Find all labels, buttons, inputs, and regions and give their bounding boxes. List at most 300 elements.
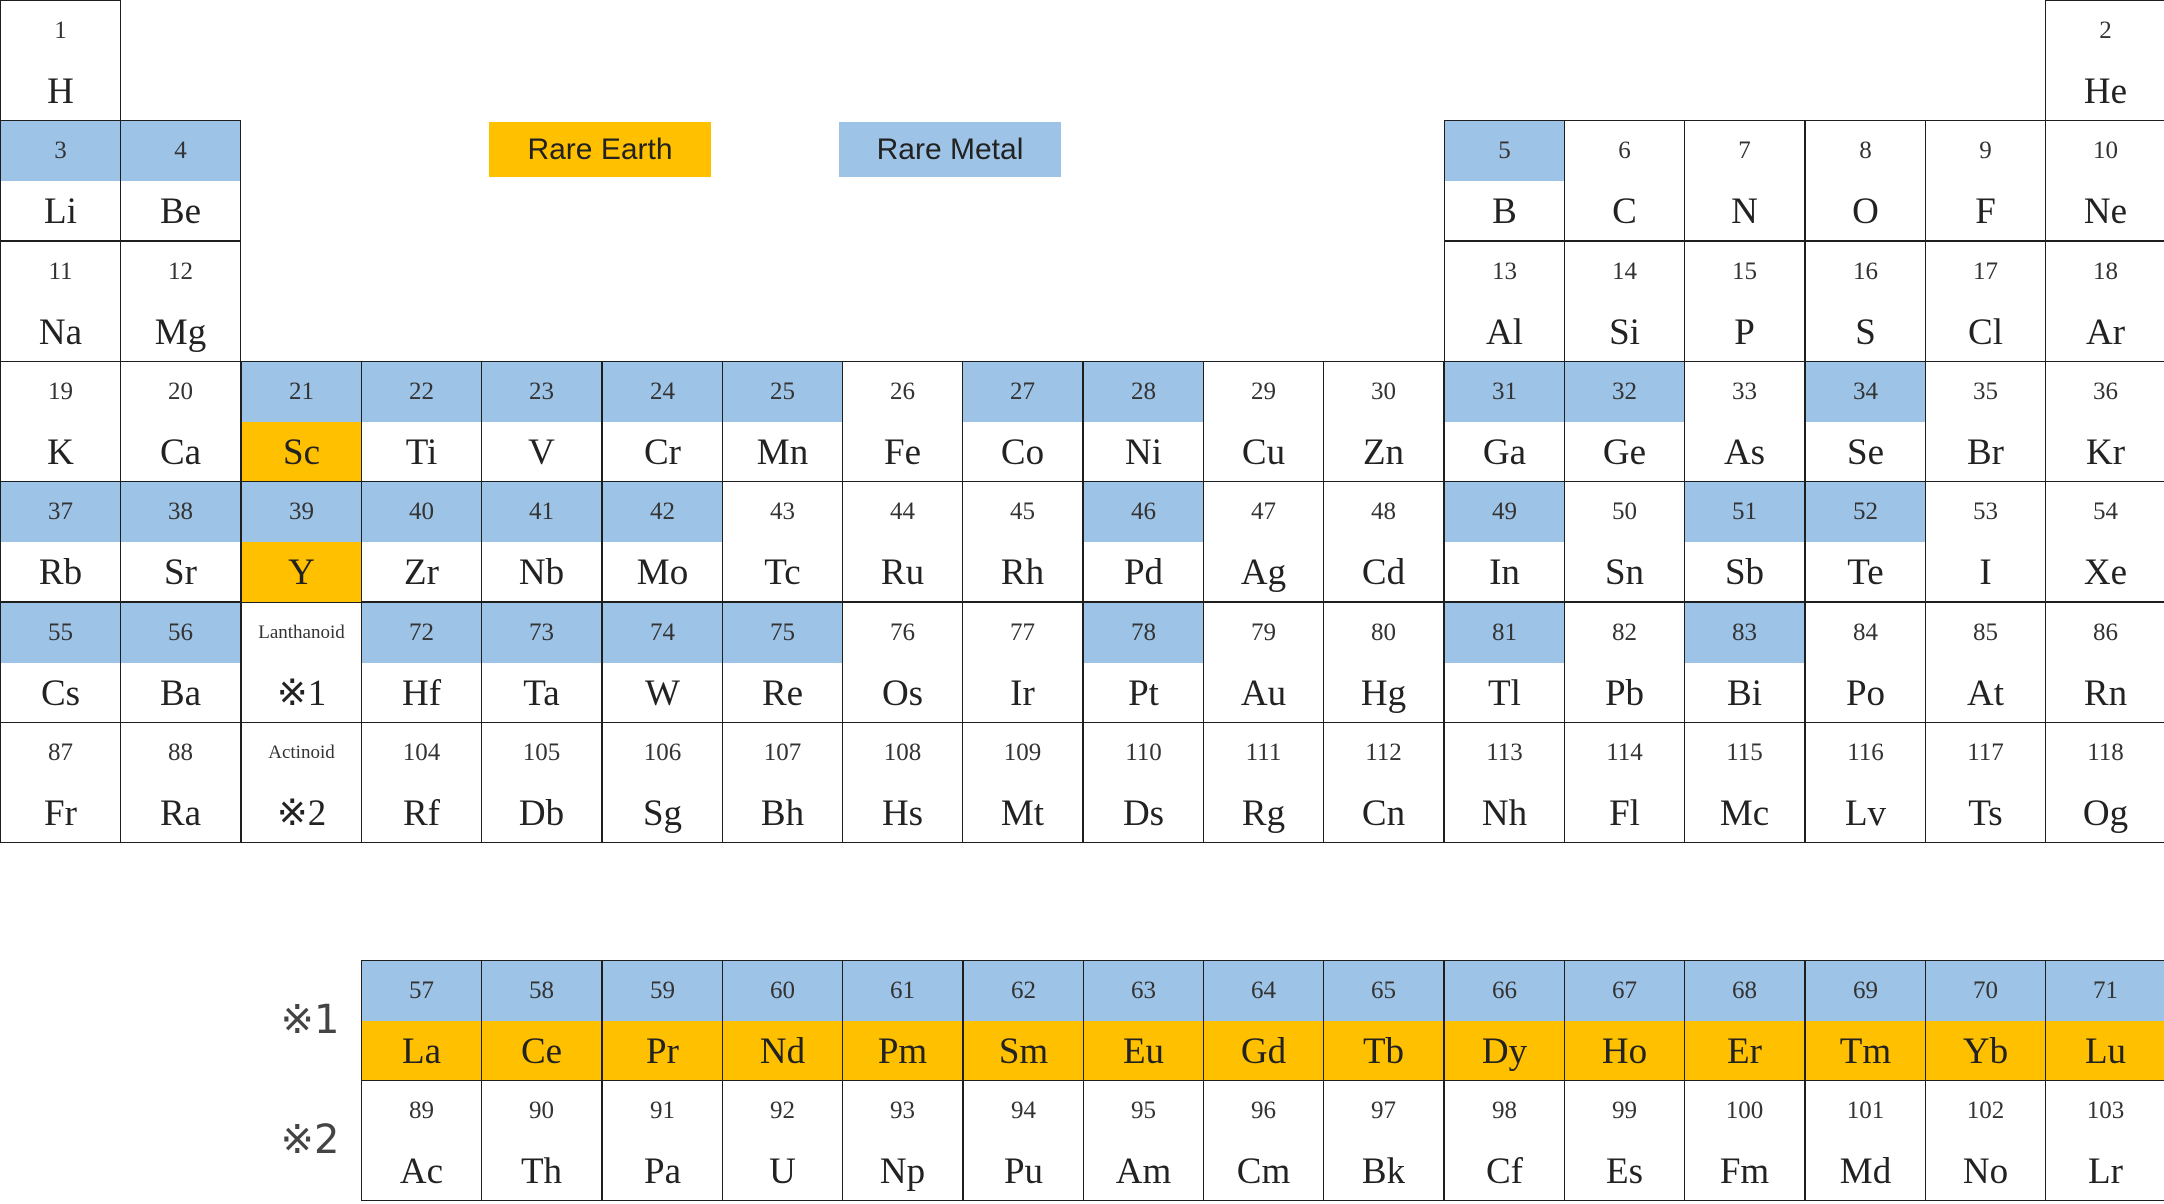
element-symbol: Sb: [1724, 552, 1765, 593]
element-symbol: Cm: [1236, 1151, 1291, 1192]
element-symbol: Na: [38, 312, 83, 353]
element-symbol: H: [47, 71, 74, 112]
atomic-number: 17: [1973, 258, 1998, 285]
element-symbol: Pt: [1128, 673, 1159, 714]
atomic-number: 88: [168, 739, 193, 766]
element-symbol: Pb: [1604, 673, 1645, 714]
atomic-number: 87: [48, 739, 73, 766]
atomic-number: 102: [1966, 1097, 2005, 1124]
element-symbol: Co: [1000, 432, 1045, 473]
atomic-number: 95: [1131, 1097, 1156, 1124]
element-symbol: P: [1734, 312, 1755, 353]
element-cell: [1684, 602, 1805, 723]
atomic-number: 73: [482, 603, 601, 663]
element-symbol: Ir: [1010, 673, 1035, 714]
atomic-number: 63: [1084, 961, 1203, 1021]
element-symbol: Fe: [884, 432, 921, 473]
atomic-number: 100: [1725, 1097, 1764, 1124]
element-symbol: Be: [159, 191, 202, 232]
element-symbol: Pr: [603, 1021, 722, 1082]
atomic-number: 12: [168, 258, 193, 285]
element-cell: [842, 602, 963, 723]
element-symbol: Cs: [40, 673, 81, 714]
atomic-number: 3: [1, 121, 120, 181]
element-symbol: F: [1975, 191, 1996, 232]
atomic-number: 52: [1806, 482, 1925, 542]
atomic-number: 92: [770, 1097, 795, 1124]
element-cell: [1203, 361, 1324, 482]
element-cell: [2045, 481, 2164, 602]
atomic-number: 34: [1806, 362, 1925, 422]
element-symbol: Bh: [760, 793, 805, 834]
atomic-number: 115: [1726, 739, 1763, 766]
element-cell: [120, 241, 241, 362]
atomic-number: 84: [1853, 619, 1878, 646]
atomic-number: 53: [1973, 498, 1998, 525]
element-cell: [0, 602, 121, 723]
atomic-number: 60: [723, 961, 842, 1021]
element-symbol: Au: [1240, 673, 1287, 714]
element-cell: [722, 722, 843, 843]
atomic-number: 33: [1732, 378, 1757, 405]
atomic-number: 69: [1806, 961, 1925, 1021]
atomic-number: 96: [1251, 1097, 1276, 1124]
element-cell: [1805, 481, 1926, 602]
atomic-number: 7: [1738, 137, 1751, 164]
atomic-number: 6: [1618, 137, 1631, 164]
element-symbol: Cu: [1241, 432, 1286, 473]
element-symbol: Cr: [644, 432, 681, 473]
element-cell: [1925, 722, 2046, 843]
atomic-number: 16: [1853, 258, 1878, 285]
element-symbol: Mc: [1719, 793, 1770, 834]
atomic-number: 86: [2093, 619, 2118, 646]
element-cell: [722, 960, 843, 1081]
element-symbol: Sg: [642, 793, 683, 834]
element-cell: [1684, 1080, 1805, 1201]
element-cell: [842, 481, 963, 602]
element-symbol: Pa: [644, 1151, 681, 1192]
element-cell: [1684, 241, 1805, 362]
atomic-number: 24: [603, 362, 722, 422]
atomic-number: 42: [603, 482, 722, 542]
atomic-number: 116: [1847, 739, 1884, 766]
element-symbol: Zn: [1362, 432, 1405, 473]
element-cell: [241, 361, 362, 482]
element-symbol: S: [1855, 312, 1876, 353]
atomic-number: 113: [1486, 739, 1523, 766]
element-cell: [361, 722, 482, 843]
element-symbol: Db: [518, 793, 565, 834]
element-symbol: Tb: [1324, 1021, 1443, 1082]
element-cell: [1083, 960, 1204, 1081]
element-symbol: La: [362, 1021, 481, 1082]
element-symbol: Cf: [1486, 1151, 1523, 1192]
element-symbol: Ho: [1565, 1021, 1684, 1082]
series-label: ※2: [280, 1117, 340, 1163]
atomic-number: 98: [1492, 1097, 1517, 1124]
element-cell: [0, 0, 121, 121]
element-cell: [1203, 960, 1324, 1081]
atomic-number: 39: [242, 482, 361, 542]
element-cell: [481, 361, 602, 482]
element-cell: [1925, 602, 2046, 723]
element-cell: [481, 1080, 602, 1201]
atomic-number: 43: [770, 498, 795, 525]
atomic-number: 108: [883, 739, 922, 766]
element-symbol: Re: [761, 673, 804, 714]
element-symbol: Br: [1967, 432, 2004, 473]
element-symbol: Hs: [881, 793, 924, 834]
element-symbol: Lr: [2088, 1151, 2123, 1192]
atomic-number: 51: [1685, 482, 1804, 542]
atomic-number: 1: [54, 17, 67, 44]
element-symbol: Rh: [1000, 552, 1045, 593]
atomic-number: 36: [2093, 378, 2118, 405]
element-cell: [1925, 361, 2046, 482]
element-symbol: Pu: [1003, 1151, 1044, 1192]
atomic-number: 83: [1685, 603, 1804, 663]
element-cell: [1805, 1080, 1926, 1201]
atomic-number: 90: [529, 1097, 554, 1124]
atomic-number: 106: [643, 739, 682, 766]
element-symbol: Es: [1606, 1151, 1643, 1192]
element-cell: [2045, 120, 2164, 241]
element-cell: [120, 602, 241, 723]
element-symbol: Mt: [1000, 793, 1045, 834]
element-symbol: Ar: [2085, 312, 2126, 353]
atomic-number: 101: [1846, 1097, 1885, 1124]
atomic-number: 61: [843, 961, 962, 1021]
element-symbol: In: [1489, 552, 1520, 593]
atomic-number: 82: [1612, 619, 1637, 646]
element-symbol: Sc: [242, 422, 361, 483]
atomic-number: 91: [650, 1097, 675, 1124]
element-cell: [361, 1080, 482, 1201]
element-cell: [120, 722, 241, 843]
element-symbol: Li: [44, 191, 77, 232]
atomic-number: 23: [482, 362, 601, 422]
element-cell: [1323, 1080, 1444, 1201]
atomic-number: 13: [1492, 258, 1517, 285]
element-symbol: Al: [1486, 312, 1523, 353]
element-cell: [1444, 361, 1565, 482]
element-symbol: Ga: [1482, 432, 1527, 473]
element-cell: [1564, 361, 1685, 482]
atomic-number: 10: [2093, 137, 2118, 164]
element-symbol: Po: [1845, 673, 1886, 714]
element-symbol: C: [1612, 191, 1637, 232]
element-symbol: Rb: [38, 552, 83, 593]
element-cell: [1684, 120, 1805, 241]
element-symbol: Ac: [399, 1151, 444, 1192]
element-cell: [2045, 0, 2164, 121]
atomic-number: 109: [1003, 739, 1042, 766]
element-cell: [1323, 361, 1444, 482]
element-cell: [1323, 722, 1444, 843]
element-symbol: Ce: [482, 1021, 601, 1082]
atomic-number: 47: [1251, 498, 1276, 525]
atomic-number: 66: [1445, 961, 1564, 1021]
element-cell: [2045, 1080, 2164, 1201]
element-symbol: Hg: [1360, 673, 1407, 714]
element-symbol: Rn: [2083, 673, 2128, 714]
element-symbol: Nd: [723, 1021, 842, 1082]
atomic-number: 71: [2046, 961, 2164, 1021]
atomic-number: 110: [1125, 739, 1162, 766]
atomic-number: 93: [890, 1097, 915, 1124]
atomic-number: 81: [1445, 603, 1564, 663]
element-symbol: Tm: [1806, 1021, 1925, 1082]
element-symbol: Pm: [843, 1021, 962, 1082]
element-cell: [120, 481, 241, 602]
element-symbol: Lv: [1844, 793, 1887, 834]
atomic-number: 5: [1445, 121, 1564, 181]
element-cell: [842, 1080, 963, 1201]
element-cell: [1925, 1080, 2046, 1201]
element-cell: [1564, 722, 1685, 843]
atomic-number: 68: [1685, 961, 1804, 1021]
element-symbol: Xe: [2083, 552, 2128, 593]
atomic-number: 31: [1445, 362, 1564, 422]
series-label: ※1: [280, 997, 340, 1043]
element-cell: [2045, 241, 2164, 362]
atomic-number: 67: [1565, 961, 1684, 1021]
element-symbol: Am: [1115, 1151, 1172, 1192]
atomic-number: 79: [1251, 619, 1276, 646]
atomic-number: 80: [1371, 619, 1396, 646]
element-cell: [0, 241, 121, 362]
element-cell: [1083, 1080, 1204, 1201]
atomic-number: 103: [2086, 1097, 2125, 1124]
atomic-number: 50: [1612, 498, 1637, 525]
atomic-number: 22: [362, 362, 481, 422]
element-symbol: Dy: [1445, 1021, 1564, 1082]
element-cell: [722, 1080, 843, 1201]
element-cell: [1564, 120, 1685, 241]
element-cell: [1444, 241, 1565, 362]
atomic-number: 2: [2099, 17, 2112, 44]
element-symbol: Mo: [636, 552, 689, 593]
atomic-number: 30: [1371, 378, 1396, 405]
element-symbol: Mg: [154, 312, 207, 353]
atomic-number: 64: [1204, 961, 1323, 1021]
element-cell: [602, 722, 723, 843]
element-symbol: Se: [1847, 432, 1884, 473]
element-symbol: N: [1731, 191, 1758, 232]
element-symbol: Sn: [1604, 552, 1645, 593]
element-symbol: Sm: [964, 1021, 1083, 1082]
element-symbol: He: [2083, 71, 2128, 112]
element-cell: [1684, 361, 1805, 482]
element-cell: [361, 481, 482, 602]
element-cell: [1444, 602, 1565, 723]
element-cell: [361, 361, 482, 482]
element-cell: [1805, 241, 1926, 362]
element-symbol: Eu: [1084, 1021, 1203, 1082]
element-symbol: Ts: [1968, 793, 2003, 834]
element-cell: [2045, 960, 2164, 1081]
element-symbol: Mn: [756, 432, 809, 473]
atomic-number: 59: [603, 961, 722, 1021]
element-cell: [1684, 481, 1805, 602]
element-cell: [1805, 960, 1926, 1081]
atomic-number: Actinoid: [268, 742, 335, 763]
element-cell: [963, 960, 1084, 1081]
element-symbol: Fr: [44, 793, 77, 834]
element-symbol: Ca: [159, 432, 202, 473]
element-cell: [0, 722, 121, 843]
atomic-number: 40: [362, 482, 481, 542]
element-cell: [1925, 120, 2046, 241]
atomic-number: 111: [1245, 739, 1282, 766]
atomic-number: 77: [1010, 619, 1035, 646]
element-cell: [962, 722, 1083, 843]
element-cell: [722, 602, 843, 723]
atomic-number: 85: [1973, 619, 1998, 646]
element-symbol: Md: [1839, 1151, 1892, 1192]
element-symbol: O: [1852, 191, 1879, 232]
element-symbol: Tc: [764, 552, 801, 593]
atomic-number: 18: [2093, 258, 2118, 285]
element-cell: [1805, 722, 1926, 843]
atomic-number: 76: [890, 619, 915, 646]
element-symbol: W: [645, 673, 680, 714]
atomic-number: 62: [964, 961, 1083, 1021]
element-symbol: U: [769, 1151, 796, 1192]
element-cell: [361, 602, 482, 723]
element-cell: [1444, 960, 1565, 1081]
atomic-number: 104: [402, 739, 441, 766]
element-symbol: Ti: [405, 432, 438, 473]
element-cell: [842, 722, 963, 843]
atomic-number: 19: [48, 378, 73, 405]
element-symbol: Np: [879, 1151, 926, 1192]
element-cell: [962, 481, 1083, 602]
element-cell: [1564, 960, 1685, 1081]
element-symbol: Cd: [1361, 552, 1406, 593]
element-symbol: K: [47, 432, 74, 473]
element-symbol: Si: [1609, 312, 1640, 353]
element-symbol: V: [528, 432, 555, 473]
element-cell: [602, 361, 723, 482]
element-cell: [722, 361, 843, 482]
atomic-number: 107: [763, 739, 802, 766]
atomic-number: 118: [2087, 739, 2124, 766]
element-cell: [241, 481, 362, 602]
atomic-number: 41: [482, 482, 601, 542]
atomic-number: 45: [1010, 498, 1035, 525]
element-cell: [1444, 481, 1565, 602]
element-symbol: As: [1723, 432, 1766, 473]
element-symbol: Cl: [1968, 312, 2003, 353]
element-symbol: At: [1967, 673, 2004, 714]
element-cell: [962, 361, 1083, 482]
atomic-number: 8: [1859, 137, 1872, 164]
element-symbol: Ge: [1602, 432, 1647, 473]
element-symbol: Fl: [1609, 793, 1640, 834]
element-cell: [2045, 722, 2164, 843]
legend-rare-earth: Rare Earth: [489, 122, 711, 177]
element-cell: [1083, 481, 1204, 602]
atomic-number: 35: [1973, 378, 1998, 405]
element-cell: [120, 361, 241, 482]
element-cell: [1444, 1080, 1565, 1201]
atomic-number: 28: [1084, 362, 1203, 422]
element-cell: [1805, 120, 1926, 241]
element-cell: [241, 722, 362, 843]
element-symbol: Er: [1685, 1021, 1804, 1082]
element-cell: [1925, 960, 2046, 1081]
element-cell: [1444, 722, 1565, 843]
atomic-number: 9: [1979, 137, 1992, 164]
atomic-number: 58: [482, 961, 601, 1021]
atomic-number: 55: [1, 603, 120, 663]
atomic-number: 48: [1371, 498, 1396, 525]
atomic-number: 74: [603, 603, 722, 663]
element-cell: [1083, 361, 1204, 482]
element-cell: [1323, 960, 1444, 1081]
atomic-number: 29: [1251, 378, 1276, 405]
element-symbol: Og: [2082, 793, 2129, 834]
element-symbol: Bi: [1727, 673, 1762, 714]
element-cell: [602, 602, 723, 723]
atomic-number: 70: [1926, 961, 2045, 1021]
atomic-number: 72: [362, 603, 481, 663]
element-cell: [1203, 602, 1324, 723]
element-symbol: Ne: [2083, 191, 2128, 232]
atomic-number: 11: [48, 258, 73, 285]
atomic-number: 112: [1365, 739, 1402, 766]
element-symbol: Hf: [401, 673, 442, 714]
element-cell: [241, 602, 362, 723]
atomic-number: 44: [890, 498, 915, 525]
element-symbol: No: [1962, 1151, 2009, 1192]
element-symbol: Yb: [1926, 1021, 2045, 1082]
element-cell: [1323, 481, 1444, 602]
element-cell: [1805, 602, 1926, 723]
element-symbol: Sr: [164, 552, 197, 593]
element-cell: [963, 1080, 1084, 1201]
element-symbol: Nh: [1481, 793, 1528, 834]
atomic-number: 105: [522, 739, 561, 766]
atomic-number: 114: [1606, 739, 1643, 766]
element-symbol: Tl: [1488, 673, 1521, 714]
atomic-number: Lanthanoid: [258, 622, 345, 643]
element-symbol: Ba: [159, 673, 202, 714]
element-cell: [120, 120, 241, 241]
atomic-number: 54: [2093, 498, 2118, 525]
element-cell: [1564, 241, 1685, 362]
element-cell: [0, 481, 121, 602]
element-cell: [1564, 602, 1685, 723]
atomic-number: 56: [121, 603, 240, 663]
atomic-number: 99: [1612, 1097, 1637, 1124]
element-symbol: Ru: [880, 552, 925, 593]
element-cell: [481, 722, 602, 843]
element-cell: [602, 1080, 723, 1201]
element-cell: [361, 960, 482, 1081]
element-cell: [1203, 481, 1324, 602]
element-cell: [602, 481, 723, 602]
element-cell: [1203, 1080, 1324, 1201]
atomic-number: 15: [1732, 258, 1757, 285]
atomic-number: 49: [1445, 482, 1564, 542]
element-cell: [1203, 722, 1324, 843]
element-symbol: Te: [1847, 552, 1884, 593]
element-symbol: Lu: [2046, 1021, 2164, 1082]
atomic-number: 97: [1371, 1097, 1396, 1124]
